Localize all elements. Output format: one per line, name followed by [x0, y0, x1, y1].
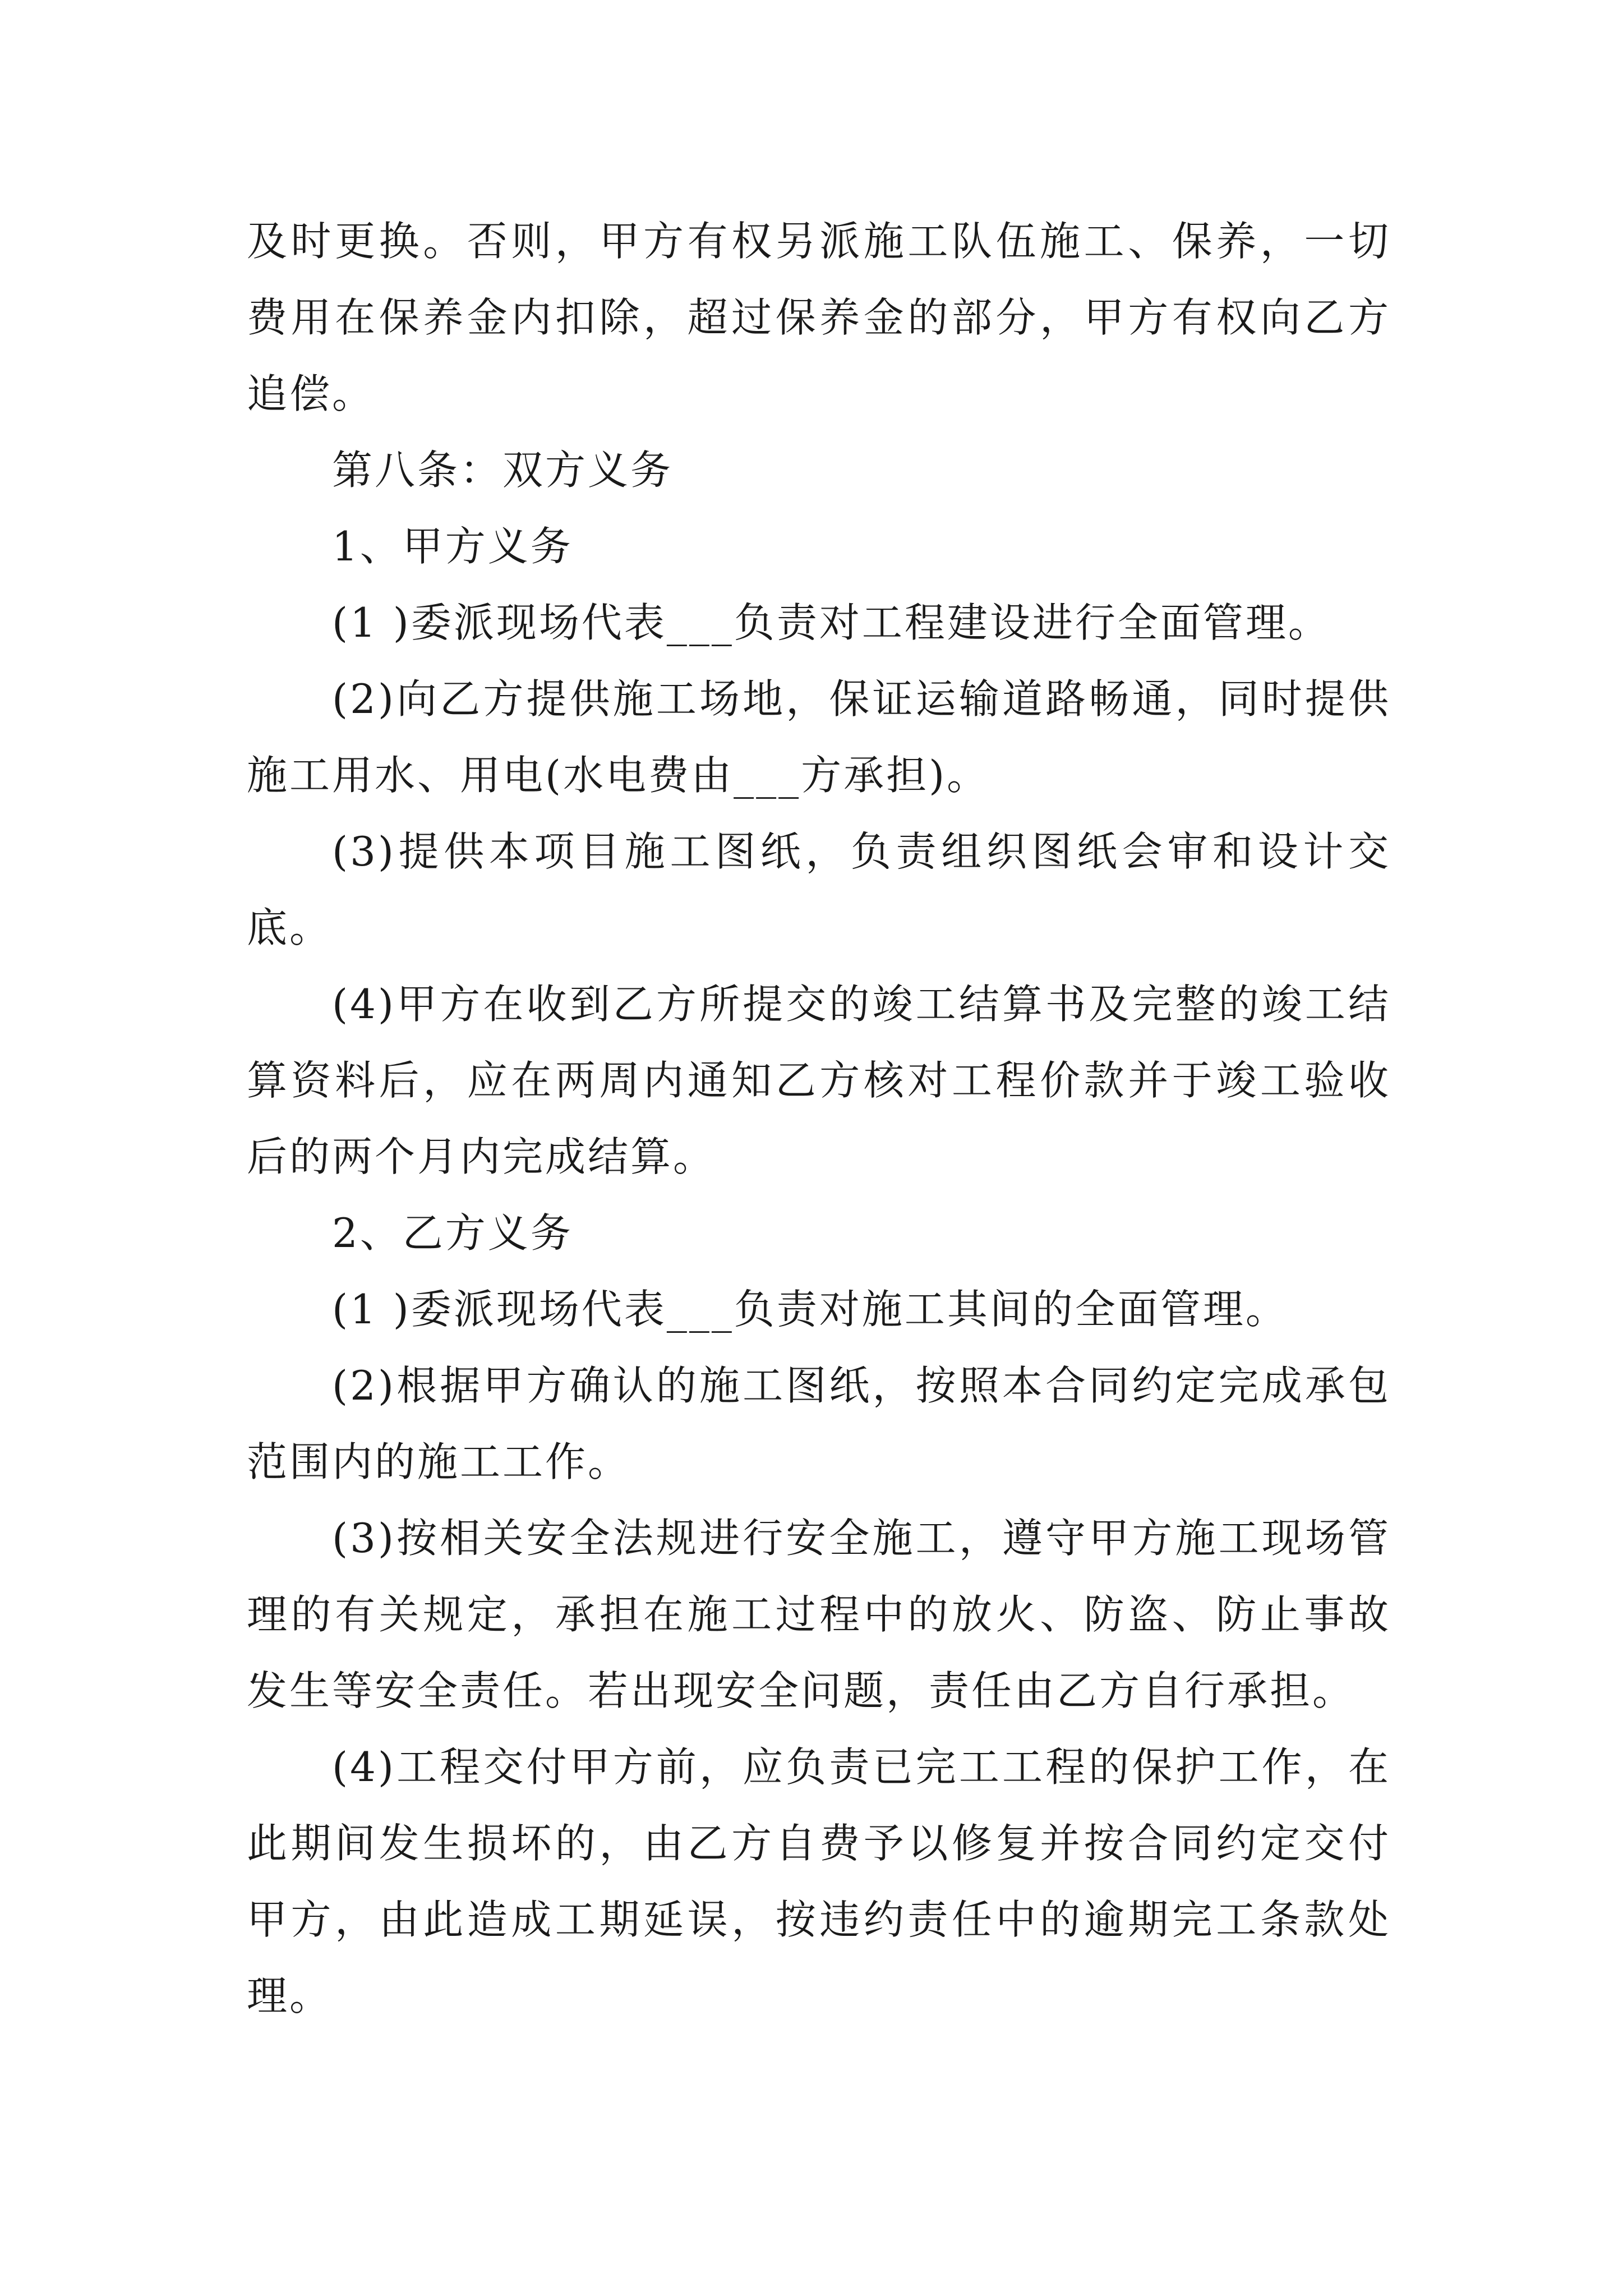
- party-a-item-3: (3)提供本项目施工图纸，负责组织图纸会审和设计交底。: [247, 828, 1391, 951]
- party-a-obligations-heading: 1、甲方义务: [332, 523, 573, 570]
- party-b-item-1: (1 )委派现场代表___负责对施工其间的全面管理。: [332, 1286, 1288, 1333]
- party-b-item-2: (2)根据甲方确认的施工图纸，按照本合同约定完成承包范围内的施工工作。: [247, 1362, 1391, 1485]
- party-a-item-4: (4)甲方在收到乙方所提交的竣工结算书及完整的竣工结算资料后，应在两周内通知乙方核对工程价款并于竣工验收后的两个月内完成结算。: [247, 981, 1391, 1180]
- party-b-obligations-heading: 2、乙方义务: [332, 1209, 573, 1257]
- article-8-heading: 第八条：双方义务: [332, 447, 674, 494]
- party-b-item-4: (4)工程交付甲方前，应负责已完工工程的保护工作，在此期间发生损坏的，由乙方自费予以修复并按合同约定交付甲方，由此造成工期延误，按违约责任中的逾期完工条款处理。: [247, 1743, 1391, 2019]
- party-b-item-3: (3)按相关安全法规进行安全施工，遵守甲方施工现场管理的有关规定，承担在施工过程中的放火、防盗、防止事故发生等安全责任。若出现安全问题，责任由乙方自行承担。: [247, 1515, 1391, 1714]
- party-a-item-2: (2)向乙方提供施工场地，保证运输道路畅通，同时提供施工用水、用电(水电费由___方承担)。: [247, 675, 1391, 799]
- party-a-item-1: (1 )委派现场代表___负责对工程建设进行全面管理。: [332, 599, 1331, 646]
- document-body: [247, 203, 1391, 2034]
- paragraph-continuation: 及时更换。否则，甲方有权另派施工队伍施工、保养，一切费用在保养金内扣除，超过保养金的部分，甲方有权向乙方追偿。: [247, 218, 1391, 417]
